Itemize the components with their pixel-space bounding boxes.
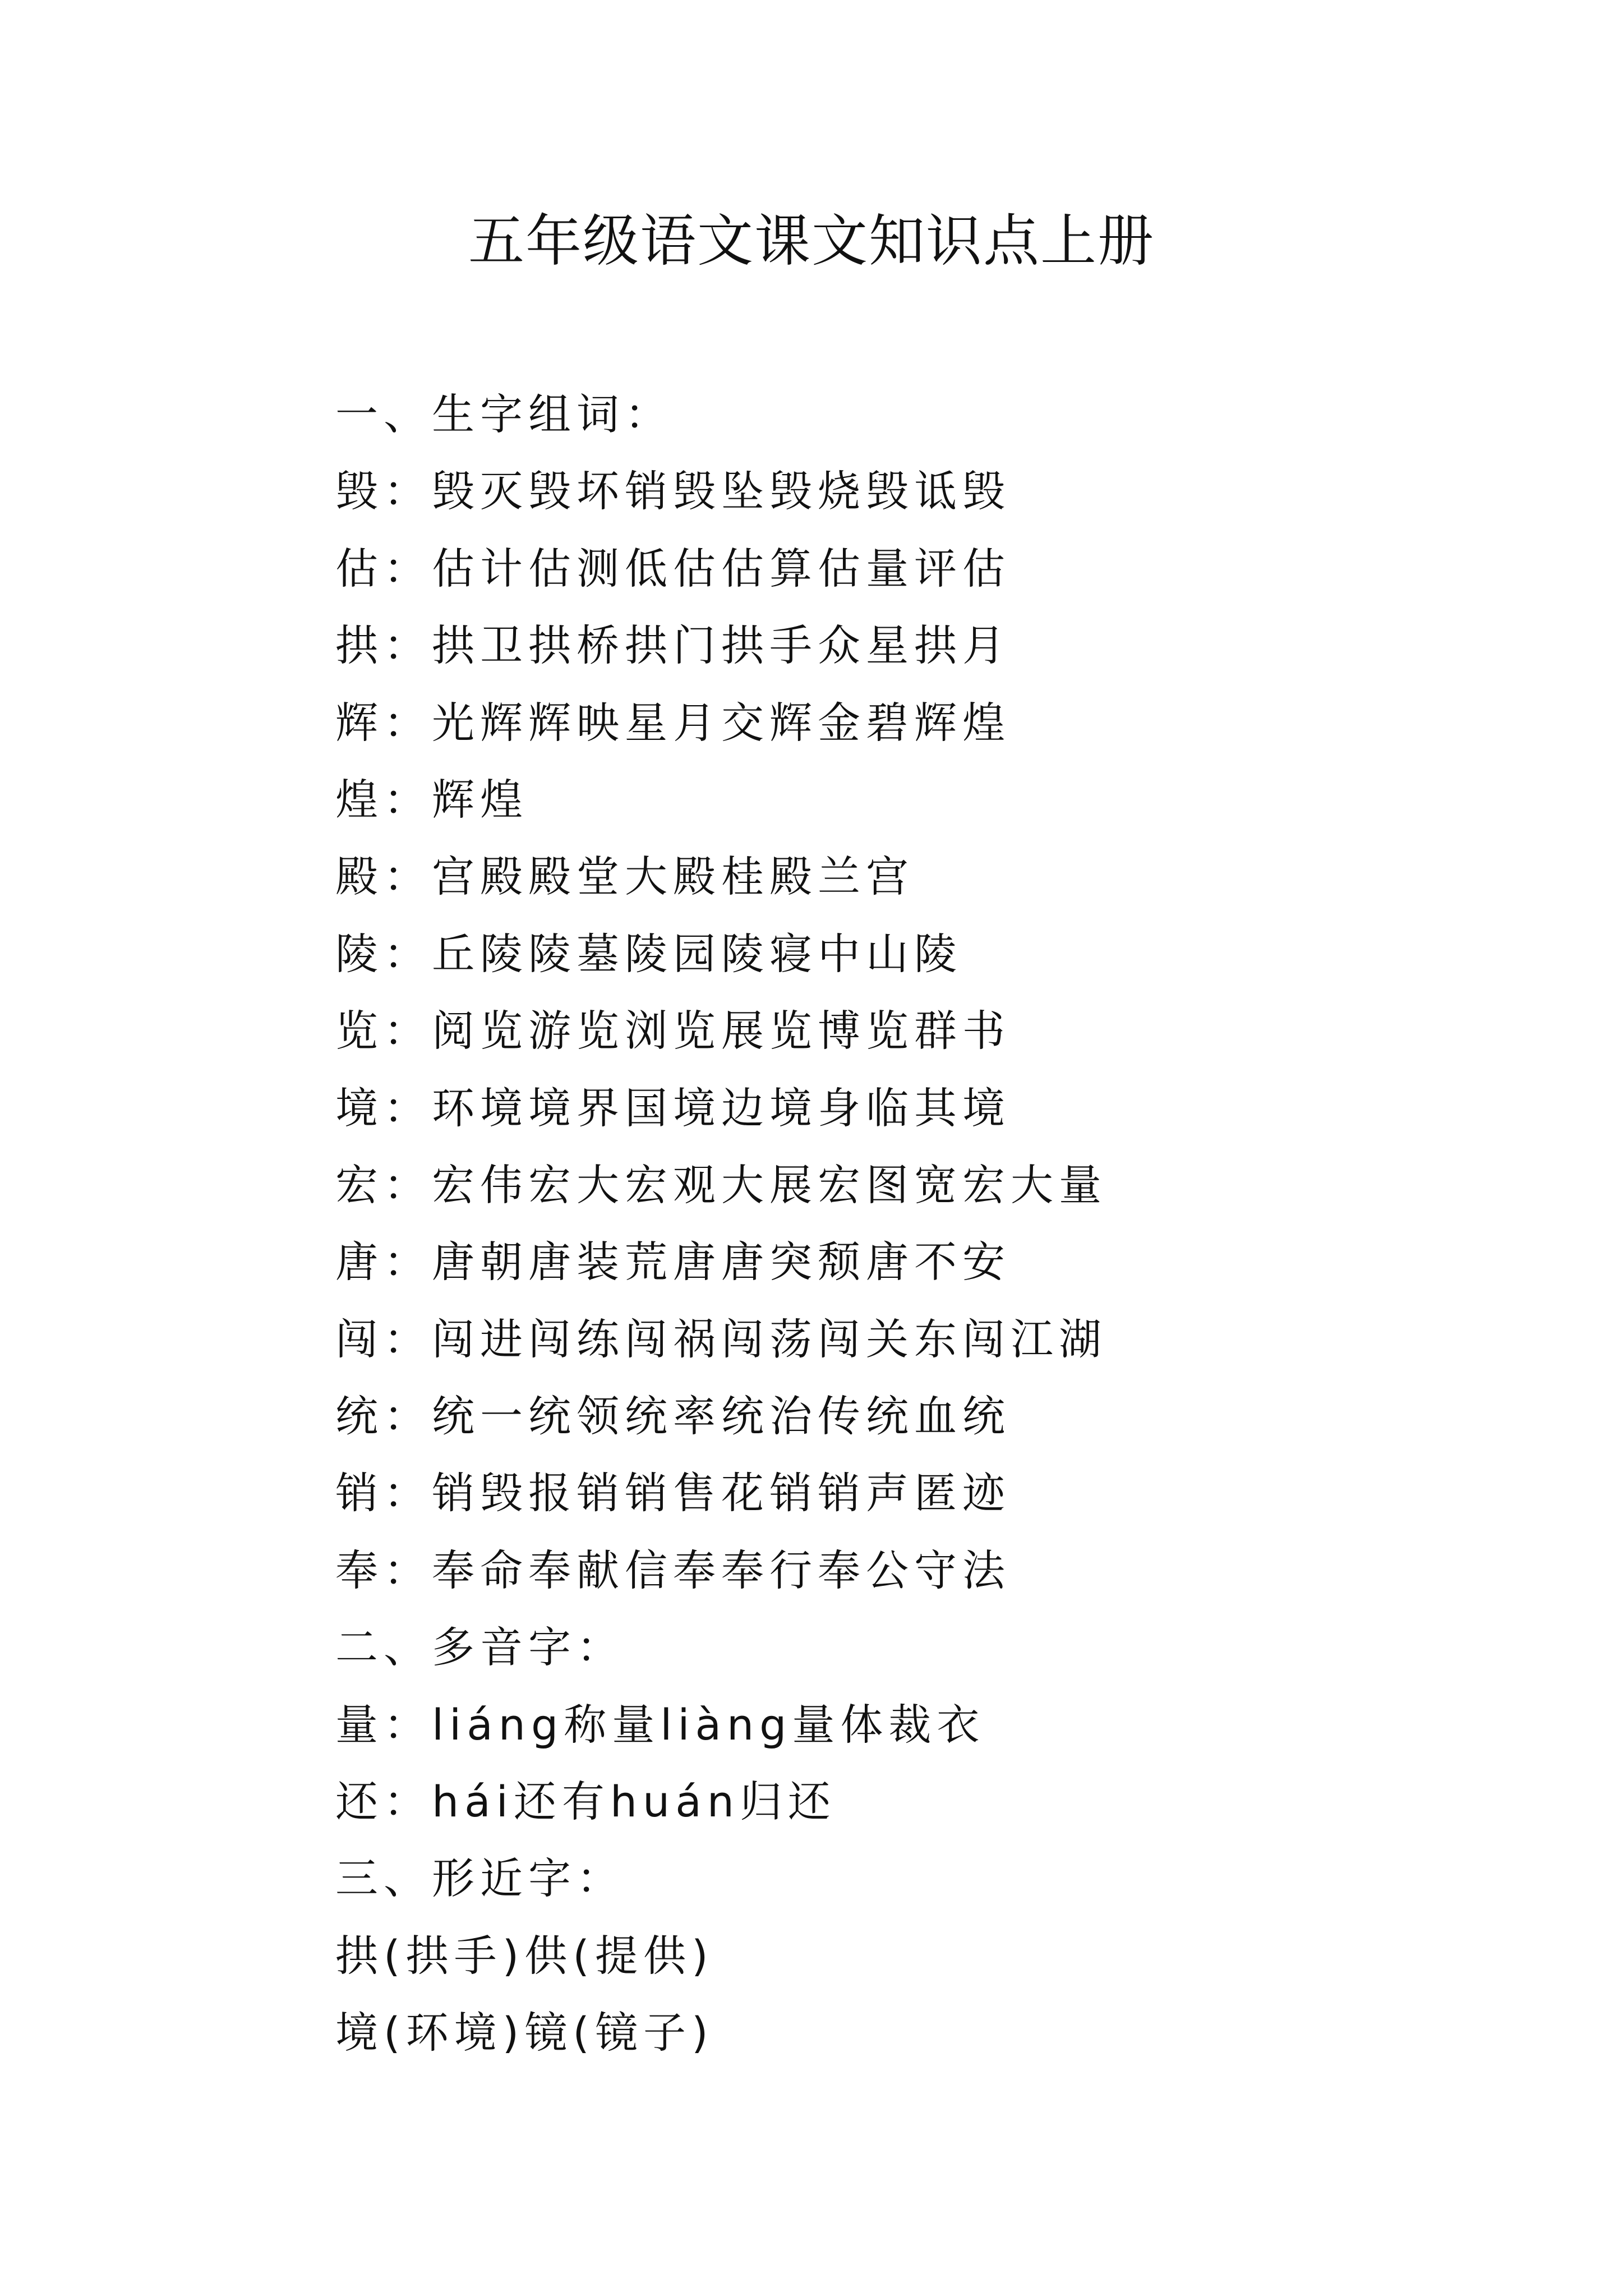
vocab-line-tang: 唐：唐朝唐装荒唐唐突颓唐不安	[335, 1237, 1011, 1287]
vocab-line-gu: 估：估计估测低估估算估量评估	[335, 543, 1011, 593]
vocab-line-xiao: 销：销毁报销销售花销销声匿迹	[335, 1468, 1011, 1519]
vocab-line-huang: 煌：辉煌	[335, 774, 528, 825]
vocab-line-chuang: 闯：闯进闯练闯祸闯荡闯关东闯江湖	[335, 1314, 1107, 1364]
similar-char-line-jing: 境(环境)镜(镜子)	[335, 2008, 714, 2058]
vocab-line-ling: 陵：丘陵陵墓陵园陵寝中山陵	[335, 928, 962, 979]
vocab-line-hui: 毁：毁灭毁坏销毁坠毁烧毁诋毁	[335, 466, 1011, 517]
vocab-line-feng: 奉：奉命奉献信奉奉行奉公守法	[335, 1545, 1011, 1595]
polyphone-line-huan: 还：hái还有huán归还	[335, 1777, 836, 1827]
vocab-line-hui-radiance: 辉：光辉辉映星月交辉金碧辉煌	[335, 697, 1011, 748]
section-heading-vocabulary: 一、生字组词：	[335, 389, 673, 439]
polyphone-line-liang: 量：liáng称量liàng量体裁衣	[335, 1699, 985, 1750]
section-heading-similar-chars: 三、形近字：	[335, 1853, 625, 1904]
section-heading-polyphones: 二、多音字：	[335, 1622, 625, 1673]
vocab-line-hong: 宏：宏伟宏大宏观大展宏图宽宏大量	[335, 1159, 1107, 1210]
document-body	[335, 376, 1513, 2072]
similar-char-line-gong: 拱(拱手)供(提供)	[335, 1930, 714, 1981]
vocab-line-tong: 统：统一统领统率统治传统血统	[335, 1391, 1011, 1442]
vocab-line-jing: 境：环境境界国境边境身临其境	[335, 1083, 1011, 1133]
document-title: 五年级语文课文知识点上册	[468, 208, 1155, 274]
vocab-line-lan: 览：阅览游览浏览展览博览群书	[335, 1006, 1011, 1056]
vocab-line-gong: 拱：拱卫拱桥拱门拱手众星拱月	[335, 620, 1011, 671]
vocab-line-dian: 殿：宫殿殿堂大殿桂殿兰宫	[335, 852, 914, 902]
